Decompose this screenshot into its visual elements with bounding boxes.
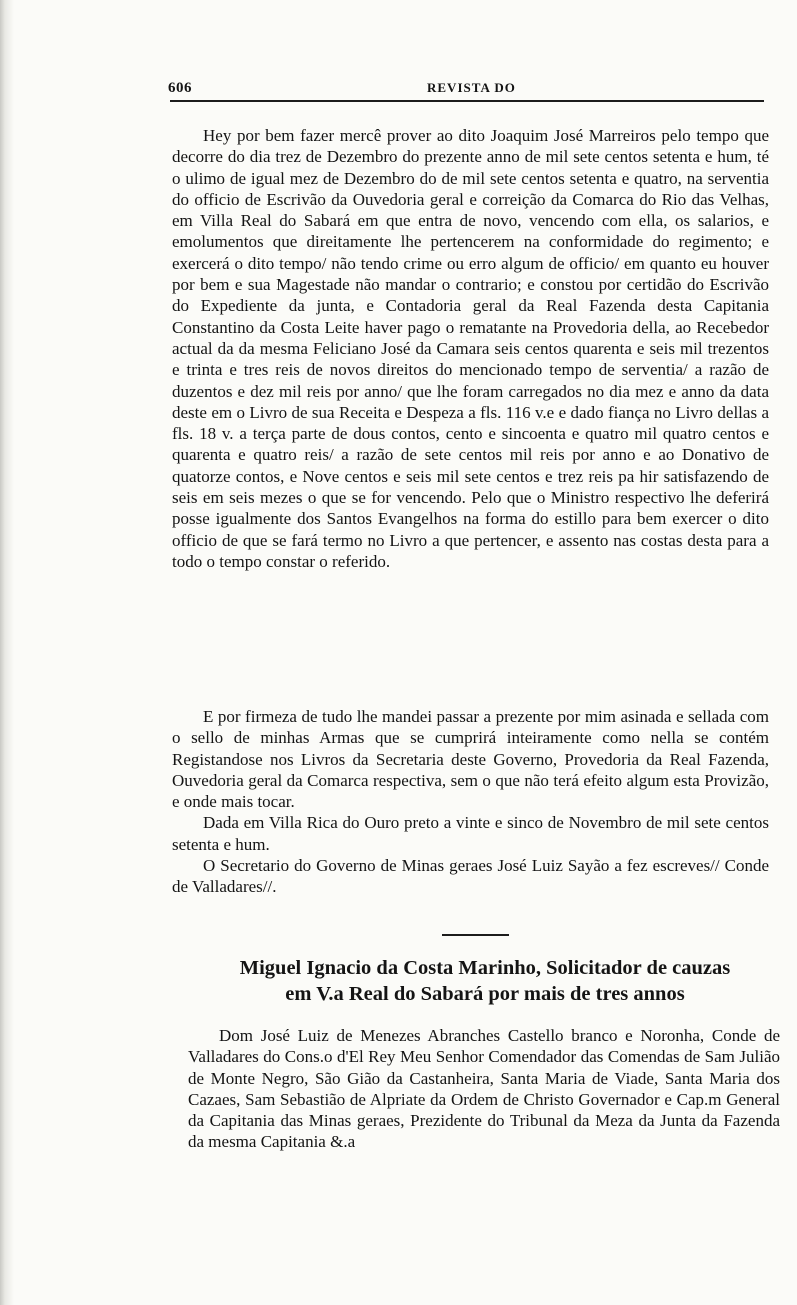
governor-text-block xyxy=(188,1025,780,1153)
paragraph-governor-title: Dom José Luiz de Menezes Abranches Castello branco e Noronha, Conde de Valladares do Cons.o d'El Rey Meu Senhor Comendador das Comendas de Sam Julião de Monte Negro, São Gião da Castanheira, Santa Maria de Viade, Santa Maria dos Cazaes, Sam Sebastião de Alpriate da Ordem de Christo Governador e Cap.m General da Capitania das Minas geraes, Prezidente do Tribunal da Meza da Junta da Fazenda da mesma Capitania &.a xyxy=(188,1026,780,1152)
page-edge-shadow xyxy=(0,0,14,1305)
section-heading xyxy=(200,955,770,1007)
paragraph-firmeza: E por firmeza de tudo lhe mandei passar a prezente por mim asinada e sellada com o sello de minhas Armas que se cumprirá inteiramente como nella se contém Registandose nos Livros da Secretaria deste Governo, Provedoria da Real Fazenda, Ouvedoria geral da Comarca respectiva, sem o que não terá efeito algum esta Provizão, e onde mais tocar. xyxy=(172,707,769,812)
paragraph-provision: Hey por bem fazer mercê prover ao dito Joaquim José Marreiros pelo tempo que decorre do dia trez de Dezembro do prezente anno de mil sete centos setenta e hum, té o ulimo de igual mez de Dezembro do de mil sete centos setenta e quatro, na serventia do officio de Escrivão da Ouvedoria geral e correição da Comarca do Rio das Velhas, em Villa Real do Sabará em que entra de novo, vencendo com ella, os salarios, e emolumentos que direitamente lhe pertencerem na conformidade do regimento; e exercerá o dito tempo/ não tendo crime ou erro algum de officio/ em quanto eu houver por bem e sua Magestade não mandar o contrario; e constou por certidão do Escrivão do Expediente da junta, e Contadoria geral da Real Fazenda desta Capitania Constantino da Costa Leite haver pago o rematante na Provedoria della, ao Recebedor actual da da mesma Feliciano José da Camara seis centos quarenta e seis mil trezentos e trinta e tres reis de novos direitos do mencionado tempo de serventia/ a razão de duzentos e dez mil reis por anno/ que lhe foram carregados no dia mez e anno da data deste em o Livro de sua Receita e Despeza a fls. 116 v.e e dado fiança no Livro dellas a fls. 18 v. a terça parte de dous contos, cento e sincoenta e quatro mil quatro centos e quarenta e quatro reis/ a razão de sete centos mil reis por anno e ao Donativo de quatorze contos, e Nove centos e seis mil sete centos e trez reis pa hir satisfazendo de seis em seis mezes o que se for vencendo. Pelo que o Ministro respectivo lhe deferirá posse igualmente dos Santos Evangelhos na forma do estillo para bem exercer o dito officio de que se fará termo no Livro a que pertencer, e assento nas costas desta para a todo o tempo constar o referido. xyxy=(172,126,769,571)
section-heading-line-2: em V.a Real do Sabará por mais de tres annos xyxy=(285,983,685,1005)
page-number: 606 xyxy=(168,80,192,96)
section-heading-line-1: Miguel Ignacio da Costa Marinho, Solicitador de cauzas xyxy=(239,957,731,979)
paragraph-signature: O Secretario do Governo de Minas geraes José Luiz Sayão a fez escreves// Conde de Valladares//. xyxy=(172,856,769,897)
paragraph-date: Dada em Villa Rica do Ouro preto a vinte e sinco de Novembro de mil sete centos setenta e hum. xyxy=(172,813,769,854)
running-title: REVISTA DO xyxy=(427,80,516,95)
header-rule xyxy=(170,100,764,102)
closing-text-block xyxy=(172,706,769,898)
provision-text-block xyxy=(172,125,769,572)
section-divider xyxy=(442,934,509,936)
